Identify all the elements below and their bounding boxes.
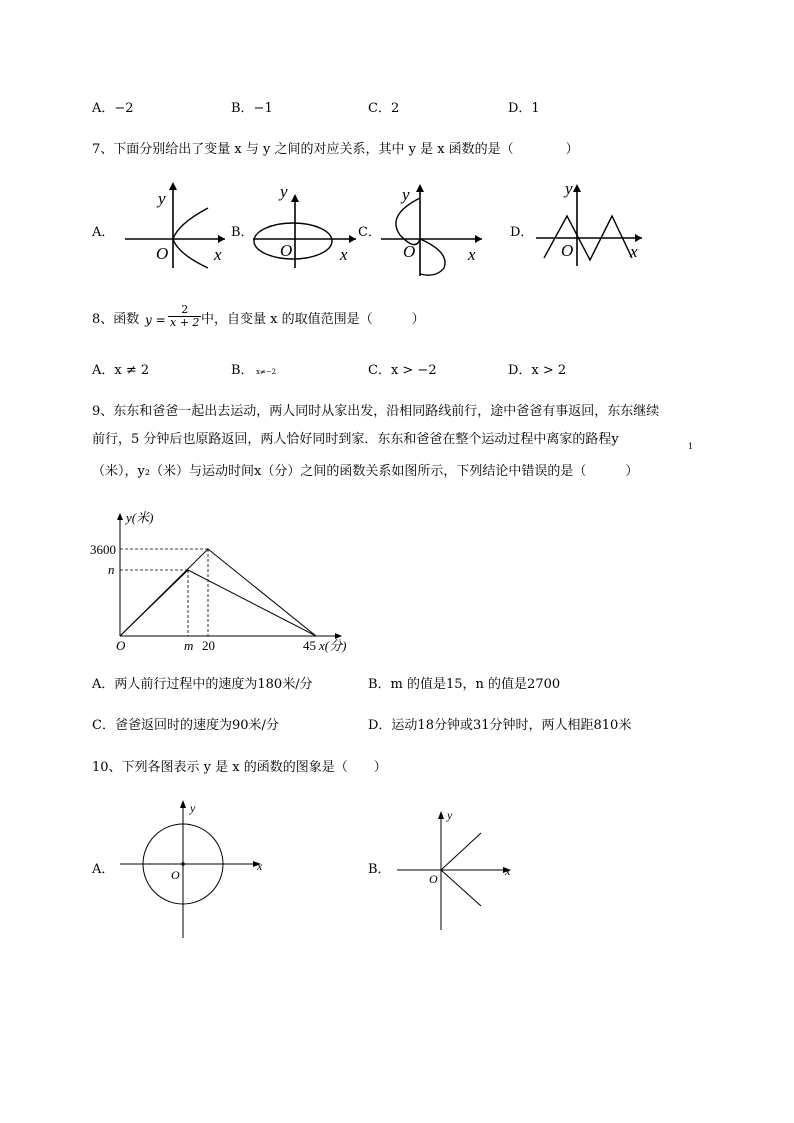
svg-text:O: O bbox=[429, 872, 438, 886]
q9-y-label: y(米) bbox=[126, 510, 154, 525]
svg-text:O: O bbox=[561, 241, 574, 260]
svg-text:y: y bbox=[447, 808, 453, 822]
svg-text:y: y bbox=[565, 179, 573, 198]
q6-option-d: D．1 bbox=[508, 101, 540, 116]
svg-text:x: x bbox=[468, 245, 476, 264]
q7a-y-label: y bbox=[158, 189, 166, 208]
q9-origin: O bbox=[116, 638, 126, 653]
q7a-x-label: x bbox=[214, 245, 222, 264]
q9-line3: （米），y₂（米）与运动时间x（分）之间的函数关系如图所示，下列结论中错误的是（ ） bbox=[92, 464, 639, 479]
q10-graph-a bbox=[115, 798, 275, 943]
q8-stem-pre: 8、函数 bbox=[92, 312, 140, 327]
q10-stem: 10、下列各图表示 y 是 x 的函数的图象是（ ） bbox=[92, 760, 387, 775]
q8-fraction bbox=[168, 304, 201, 329]
svg-text:O: O bbox=[403, 242, 416, 261]
q7a-origin: O bbox=[156, 244, 169, 263]
svg-text:O: O bbox=[280, 241, 293, 260]
svg-text:x: x bbox=[505, 864, 511, 878]
q7-stem: 7、下面分别给出了变量 x 与 y 之间的对应关系，其中 y 是 x 函数的是（ ） bbox=[92, 142, 579, 157]
q7-option-a-label: A． bbox=[92, 225, 115, 240]
q6-option-b: B．−1 bbox=[231, 101, 273, 116]
q8-fraction-num: 2 bbox=[168, 304, 201, 317]
q8-option-a: A．x ≠ 2 bbox=[92, 363, 150, 378]
svg-text:y: y bbox=[190, 801, 196, 815]
q6-option-c: C．2 bbox=[368, 101, 400, 116]
q8-option-d: D．x > 2 bbox=[508, 363, 567, 378]
q7-option-b-label: B． bbox=[231, 225, 254, 240]
q7-graph-d bbox=[532, 178, 647, 268]
q9-graph bbox=[90, 505, 370, 655]
q6-option-a: A．−2 bbox=[92, 101, 134, 116]
q9-option-a: A．两人前行过程中的速度为180米/分 bbox=[92, 677, 313, 692]
q8-y-eq: y = bbox=[145, 313, 166, 327]
svg-text:y: y bbox=[280, 182, 288, 201]
q9-tick-n: n bbox=[108, 562, 115, 577]
q9-option-c: C．爸爸返回时的速度为90米/分 bbox=[92, 718, 279, 733]
q10-option-a-label: A． bbox=[92, 862, 115, 877]
q7-graph-b bbox=[250, 180, 360, 270]
q9-tick-m: m bbox=[184, 638, 194, 653]
q7-graph-a bbox=[120, 180, 230, 270]
q10-option-b-label: B． bbox=[368, 862, 391, 877]
q9-tick-3600: 3600 bbox=[90, 542, 116, 557]
svg-text:x: x bbox=[257, 859, 263, 873]
svg-text:O: O bbox=[171, 868, 180, 882]
q8-option-b-value: x≠−2 bbox=[256, 368, 277, 376]
q9-line2-sub: 1 bbox=[688, 442, 694, 451]
q9-option-b: B．m 的值是15，n 的值是2700 bbox=[368, 677, 561, 692]
q9-tick-45: 45 bbox=[303, 638, 316, 653]
q8-option-c: C．x > −2 bbox=[368, 363, 437, 378]
q9-line1: 9、东东和爸爸一起出去运动，两人同时从家出发，沿相同路线前行，途中爸爸有事返回，东东继续 bbox=[92, 404, 660, 419]
svg-text:x: x bbox=[630, 242, 638, 261]
svg-text:y: y bbox=[402, 185, 410, 204]
q7-option-c-label: C． bbox=[358, 225, 381, 240]
q9-x-label: x(分) bbox=[319, 638, 347, 653]
q10-graph-b bbox=[395, 805, 525, 935]
q9-tick-20: 20 bbox=[202, 638, 215, 653]
q8-stem-post: 中，自变量 x 的取值范围是（ ） bbox=[201, 312, 425, 327]
q8-option-b: B． bbox=[231, 363, 254, 378]
q7-graph-c bbox=[378, 180, 488, 280]
q9-line2: 前行，5 分钟后也原路返回，两人恰好同时到家．东东和爸爸在整个运动过程中离家的路程y bbox=[92, 432, 619, 447]
q9-option-d: D．运动18分钟或31分钟时，两人相距810米 bbox=[368, 718, 632, 733]
q8-fraction-den: x + 2 bbox=[170, 316, 200, 329]
svg-text:x: x bbox=[340, 245, 348, 264]
q7-option-d-label: D． bbox=[510, 225, 534, 240]
